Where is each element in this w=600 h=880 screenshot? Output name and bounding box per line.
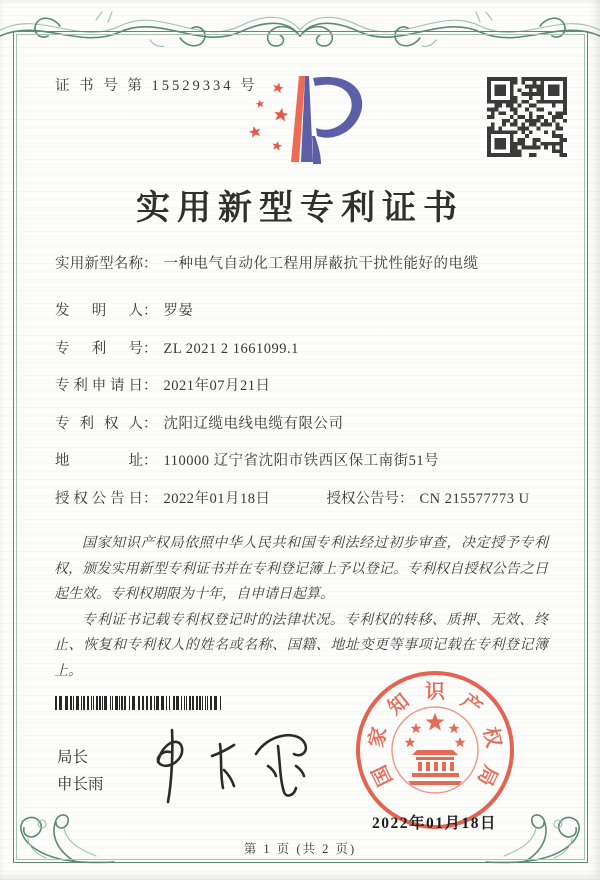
field-address: 地址： 110000 辽宁省沈阳市铁西区保工南街51号 [55,451,560,472]
field-label: 专利号 [55,340,143,357]
director-block [57,744,104,798]
legal-paragraph-1: 国家知识产权局依照中华人民共和国专利法经过初步审查，决定授予专利权，颁发实用新型专利证书并在专利登记簿上予以登记。专利权自授权公告之日起生效。专利权期限为十年，自申请日起算。 [54,536,548,602]
field-list [55,254,560,526]
barcode-icon [55,696,225,710]
field-label: 发明人 [55,303,143,319]
field-label: 授权公告号 [326,490,399,507]
field-value: 罗晏 [163,303,194,319]
svg-text:知: 知 [384,689,414,720]
signature-handwriting [128,718,328,810]
cnipa-logo-icon [233,70,373,168]
svg-text:家: 家 [365,725,392,750]
svg-text:权: 权 [478,725,505,750]
field-value: 沈阳辽缆电线电缆有限公司 [163,415,344,432]
field-filing-date: 专利申请日： 2021年07月21日 [55,376,560,397]
field-value: 一种电气自动化工程用屏蔽抗干扰性能好的电缆 [163,256,479,272]
svg-text:国: 国 [368,761,398,790]
legal-paragraph-2: 专利证书记载专利权登记时的法律状况。专利权的转移、质押、无效、终止、恢复和专利权人的姓名或名称、国籍、地址变更等事项记载在专利登记簿上。 [54,612,548,679]
seal-date: 2022年01月18日 [372,815,498,832]
field-label: 专利权人 [55,415,143,432]
field-grant-row: 授权公告日： 2022年01月18日 授权公告号： CN 215577773 U [55,489,560,510]
field-value: ZL 2021 2 1661099.1 [163,340,299,357]
field-value: CN 215577773 U [419,490,530,507]
svg-text:产: 产 [456,689,486,720]
field-value: 2022年01月18日 [163,490,271,507]
field-value: 2021年07月21日 [163,378,271,394]
field-label: 专利申请日 [55,378,143,394]
field-label: 实用新型名称 [55,256,143,272]
director-title: 局长 [57,749,89,766]
field-inventor: 发明人： 罗晏 [55,301,560,322]
director-name: 申长雨 [57,776,104,793]
field-label: 授权公告日 [55,490,143,507]
certificate-number: 证 书 号 第 15529334 号 [55,78,258,94]
top-ornament [0,0,600,58]
field-value: 110000 辽宁省沈阳市铁西区保工南街51号 [163,453,440,469]
svg-text:局: 局 [472,761,502,790]
legal-text [54,531,548,684]
field-utility-model-name: 实用新型名称： 一种电气自动化工程用屏蔽抗干扰性能好的电缆 [55,254,560,275]
page-number: 第 1 页 (共 2 页) [243,842,357,856]
certificate-title: 实用新型专利证书 [136,190,464,227]
svg-text:识: 识 [425,681,445,703]
qr-code-icon [487,77,567,157]
field-label: 地址 [55,453,143,469]
field-patent-number: 专利号： ZL 2021 2 1661099.1 [55,339,560,360]
field-patentee: 专利权人： 沈阳辽缆电线电缆有限公司 [55,414,560,435]
official-seal [350,665,520,835]
